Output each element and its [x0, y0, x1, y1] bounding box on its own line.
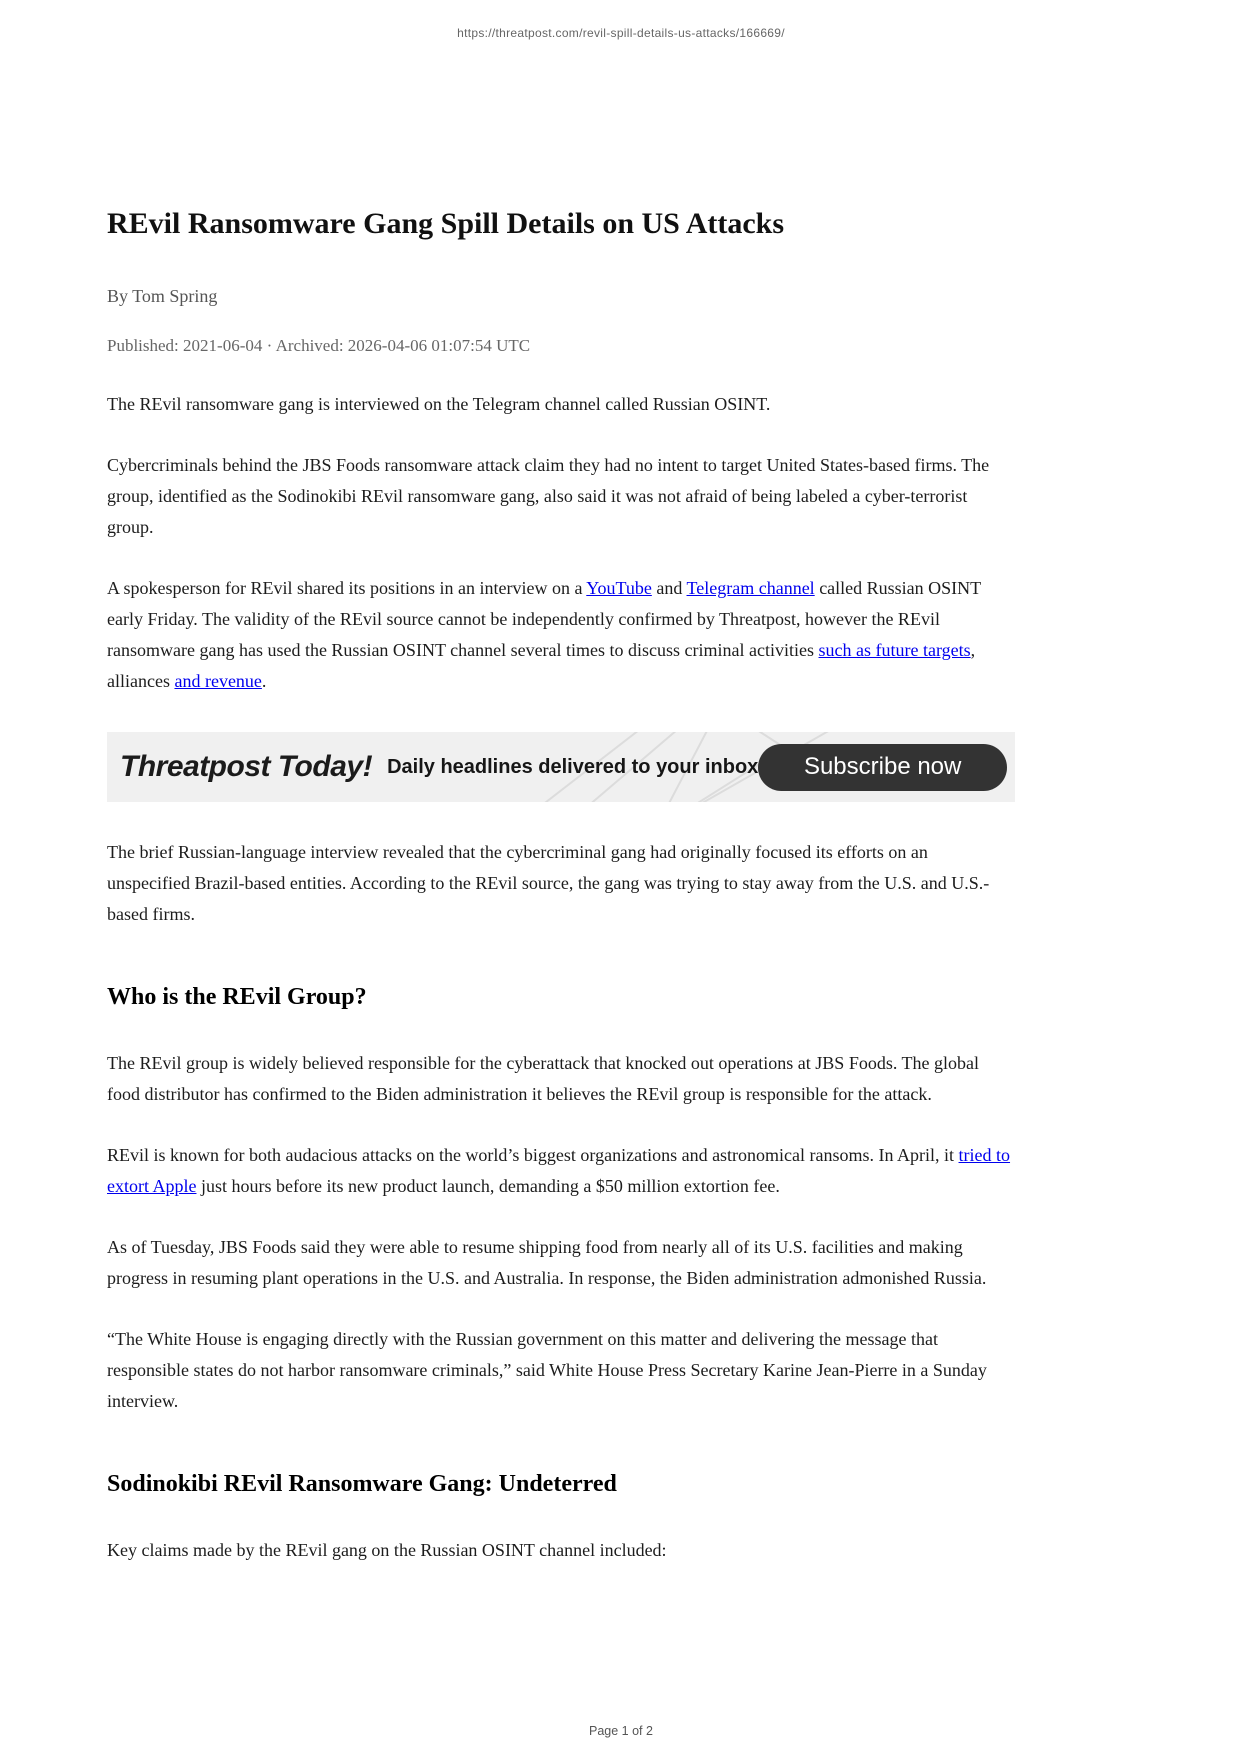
article-paragraph: The brief Russian-language interview revealed that the cybercriminal gang had originally focused its efforts on an unspecified Brazil-based entities. According to the REvil source, the gang was trying to stay away from the U.S. and U.S.-based firms.: [107, 842, 990, 924]
inline-link[interactable]: Telegram channel: [686, 578, 815, 598]
article-byline: By Tom Spring: [107, 286, 218, 306]
page-number: Page 1 of 2: [589, 1724, 653, 1738]
article-paragraph: The REvil ransomware gang is interviewed on the Telegram channel called Russian OSINT.: [107, 394, 771, 414]
article-paragraph: A spokesperson for REvil shared its positions in an interview on a YouTube and Telegram channel called Russian OSINT early Friday. The validity of the REvil source cannot be independently confirmed by Threatpost, however the REvil ransomware gang has used the Russian OSINT channel several times to discuss criminal activities such as future targets, alliances and revenue.: [107, 578, 981, 691]
inline-link[interactable]: and revenue: [174, 671, 262, 691]
article-paragraph: “The White House is engaging directly with the Russian government on this matter and delivering the message that responsible states do not harbor ransomware criminals,” said White House Press Secretary Karine Jean-Pierre in a Sunday interview.: [107, 1329, 987, 1411]
article-dateline: Published: 2021-06-04 · Archived: 2026-04-06 01:07:54 UTC: [107, 336, 531, 355]
article-intro: [107, 389, 1015, 727]
article-paragraph: Key claims made by the REvil gang on the Russian OSINT channel included:: [107, 1540, 667, 1560]
inline-link[interactable]: YouTube: [586, 578, 652, 598]
section-heading: Who is the REvil Group?: [107, 984, 367, 1010]
subscribe-button[interactable]: Subscribe now: [758, 744, 1007, 791]
article-paragraph: As of Tuesday, JBS Foods said they were able to resume shipping food from nearly all of its U.S. facilities and making progress in resuming plant operations in the U.S. and Australia. In response, the Biden administration admonished Russia.: [107, 1237, 987, 1288]
inline-link[interactable]: tried to extort Apple: [107, 1145, 1011, 1196]
article-paragraph: Cybercriminals behind the JBS Foods ransomware attack claim they had no intent to target United States-based firms. The group, identified as the Sodinokibi REvil ransomware gang, also said it was not afraid of being labeled a cyber-terrorist group.: [107, 455, 990, 537]
newsletter-banner: [107, 732, 1015, 802]
article-paragraph: The REvil group is widely believed responsible for the cyberattack that knocked out operations at JBS Foods. The global food distributor has confirmed to the Biden administration it believes the REvil group is responsible for the attack.: [107, 1053, 979, 1104]
article-title: REvil Ransomware Gang Spill Details on US Attacks: [107, 207, 785, 240]
article: [107, 0, 1015, 1596]
inline-link[interactable]: such as future targets: [818, 640, 971, 660]
banner-tagline: Daily headlines delivered to your inbox: [387, 755, 759, 778]
banner-brand: Threatpost Today!: [120, 750, 373, 783]
article-paragraph: REvil is known for both audacious attacks on the world’s biggest organizations and astronomical ransoms. In April, it tried to extort Apple just hours before its new product launch, demanding a $50 million extortion fee.: [107, 1145, 1011, 1196]
article-body: [107, 837, 1015, 1596]
print-header-url: https://threatpost.com/revil-spill-details-us-attacks/166669/: [457, 26, 785, 40]
section-heading: Sodinokibi REvil Ransomware Gang: Undeterred: [107, 1471, 617, 1497]
